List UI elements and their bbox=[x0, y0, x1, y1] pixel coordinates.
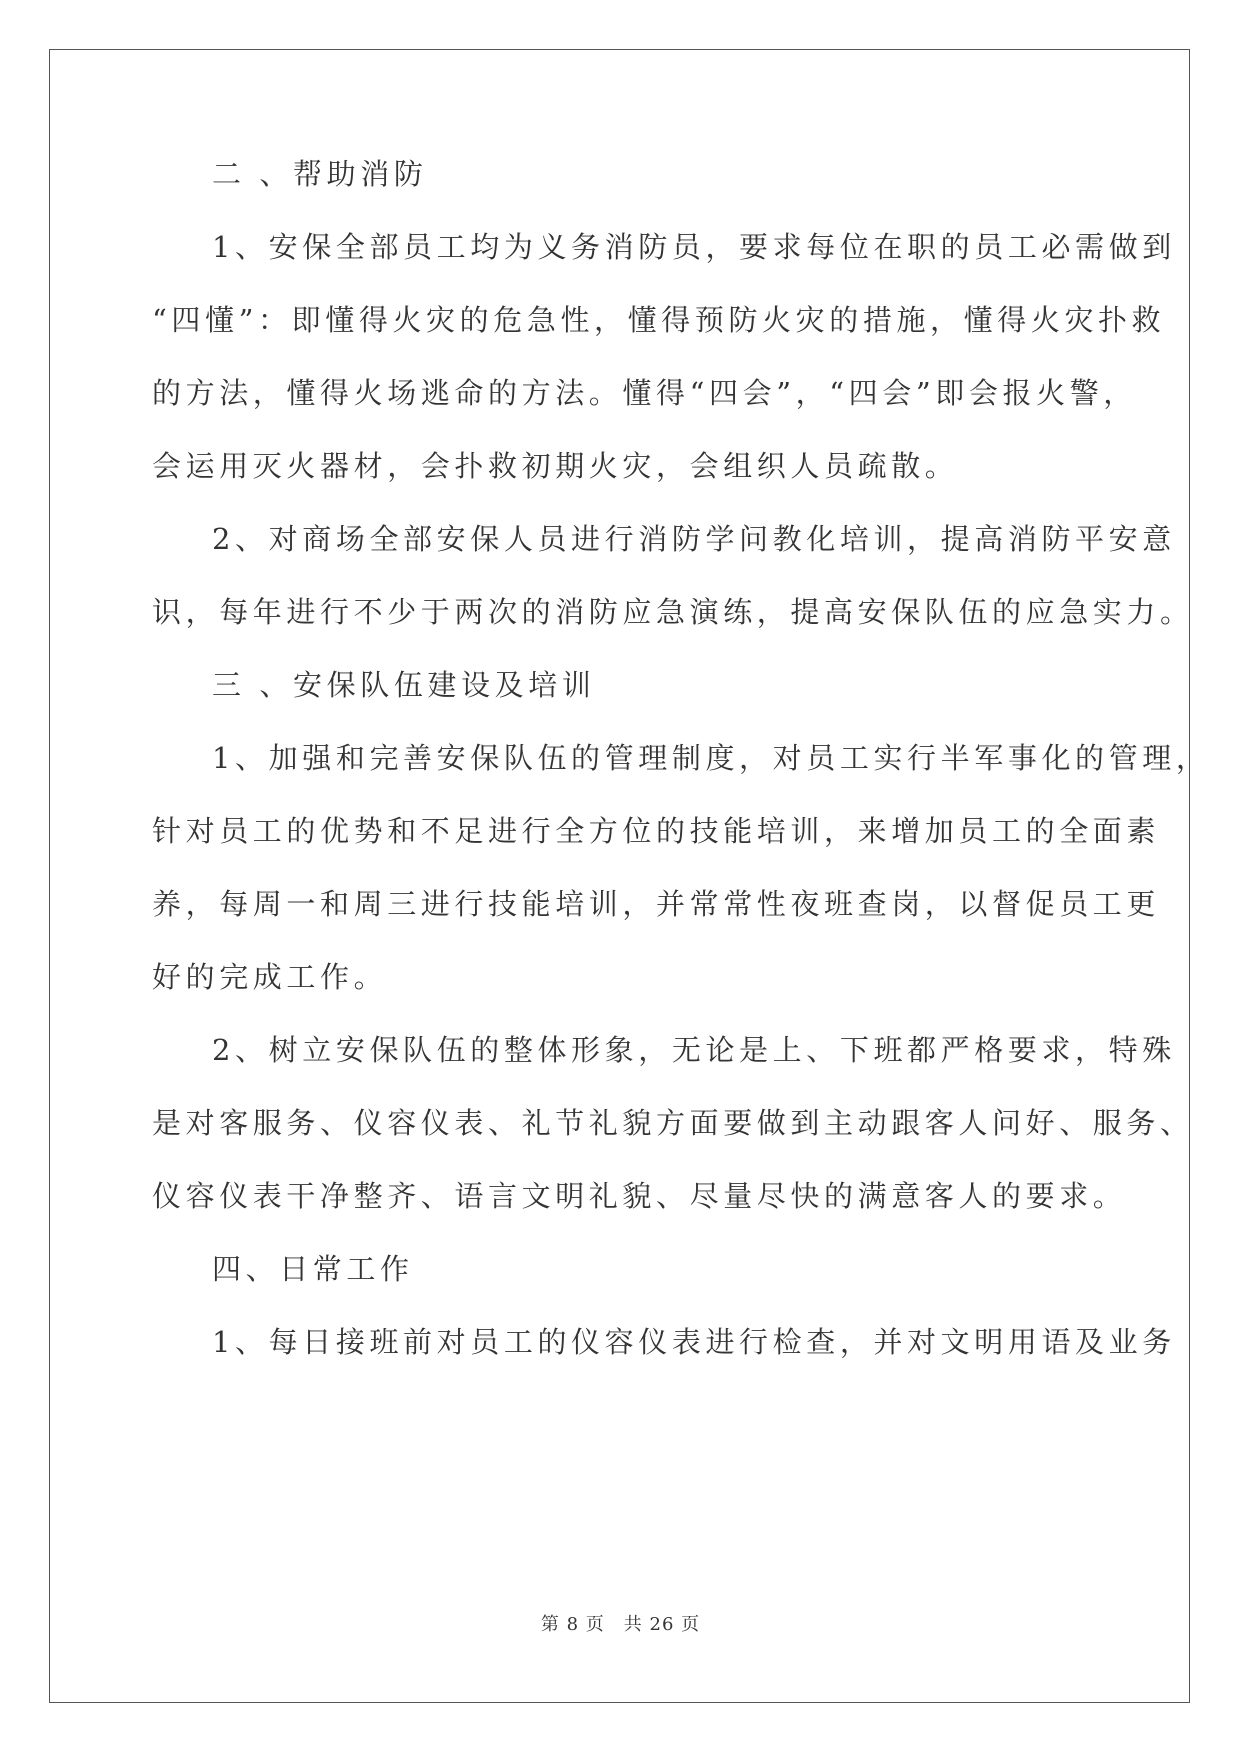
page-number: 第 8 页 共 26 页 bbox=[540, 1614, 701, 1635]
page-border bbox=[49, 49, 1190, 1703]
paragraph-line: 1、每日接班前对员工的仪容仪表进行检查，并对文明用语及业务 bbox=[212, 1325, 1176, 1359]
paragraph-line: 会运用灭火器材，会扑救初期火灾，会组织人员疏散。 bbox=[152, 449, 959, 483]
paragraph-line: 仪容仪表干净整齐、语言文明礼貌、尽量尽快的满意客人的要求。 bbox=[152, 1179, 1127, 1213]
paragraph-line: 1、加强和完善安保队伍的管理制度，对员工实行半军事化的管理， bbox=[212, 741, 1210, 775]
paragraph-line: 是对客服务、仪容仪表、礼节礼貌方面要做到主动跟客人问好、服务、 bbox=[152, 1106, 1194, 1140]
section-heading-fire-assistance: 二 、帮助消防 bbox=[212, 157, 428, 191]
paragraph-line: 的方法，懂得火场逃命的方法。懂得“四会”，“四会”即会报火警， bbox=[152, 376, 1137, 410]
section-heading-daily-work: 四、日常工作 bbox=[212, 1252, 414, 1286]
paragraph-line: “四懂”：即懂得火灾的危急性，懂得预防火灾的措施，懂得火灾扑救 bbox=[152, 303, 1166, 337]
paragraph-line: 好的完成工作。 bbox=[152, 960, 388, 994]
paragraph-line: 2、对商场全部安保人员进行消防学问教化培训，提高消防平安意 bbox=[212, 522, 1176, 556]
section-heading-team-building: 三 、安保队伍建设及培训 bbox=[212, 668, 596, 702]
paragraph-line: 识，每年进行不少于两次的消防应急演练，提高安保队伍的应急实力。 bbox=[152, 595, 1194, 629]
paragraph-line: 2、树立安保队伍的整体形象，无论是上、下班都严格要求，特殊 bbox=[212, 1033, 1176, 1067]
paragraph-line: 养，每周一和周三进行技能培训，并常常性夜班查岗，以督促员工更 bbox=[152, 887, 1161, 921]
paragraph-line: 针对员工的优势和不足进行全方位的技能培训，来增加员工的全面素 bbox=[152, 814, 1161, 848]
paragraph-line: 1、安保全部员工均为义务消防员，要求每位在职的员工必需做到 bbox=[212, 230, 1176, 264]
